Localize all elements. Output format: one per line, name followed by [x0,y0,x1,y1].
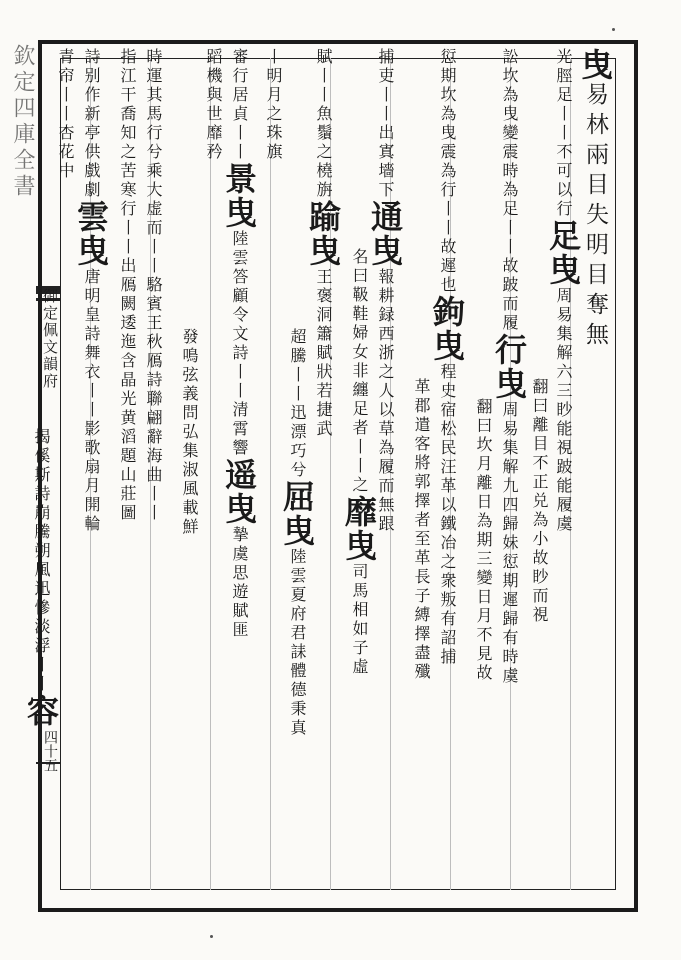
text-column-17: 指江干喬知之苦寒行丨丨出鴈闕逶迤含晶光黄滔題山莊圖 [118,48,137,523]
margin-book-title: 御定佩文韻府 [41,288,59,390]
text-column-12: 丨明月之珠旗 [264,48,283,162]
text-column-15: 發鳴弦義問弘集淑風載鮮 [180,328,199,537]
text-column-14: 蹈機與世靡矜 [204,48,223,162]
text-column-16: 時運其馬行兮乘大虚而丨丨駱賓王秋鴈詩聯翩辭海曲丨丨 [144,48,163,523]
text-column-20: 揭傒斯詩崩騰朔風迅慘淡浮丨丨容 [22,428,60,728]
ink-speck [210,935,213,938]
text-column-13: 審行居貞丨丨景曳陸雲答顧令文詩丨丨清霄響遥曳摯虞思遊賦匪 [220,48,258,640]
text-column-1: 曳易林兩目失明目奪無 [576,48,614,352]
text-column-4: 訟坎為曳變震時為足丨丨故跛而履行曳周易集解九四歸妹愆期遲歸有時虞 [490,48,528,686]
text-column-18: 詩别作新亭供戲劇雲曳唐明皇詩舞衣丨丨影歌扇月開輪 [72,48,110,534]
text-column-10: 賦丨丨魚鬚之橈旃踰曳王褒洞簫賦狀若捷武 [304,48,342,439]
text-column-3: 翻曰離目不正兑為小故眇而視 [530,378,549,625]
text-column-2: 光脛足丨丨不可以行足曳周易集解六三眇能視跛能履虞 [544,48,582,534]
text-column-9: 名曰靸鞋婦女非纏足者丨丨之靡曳司馬相如子虛 [340,248,378,677]
ink-speck [612,28,615,31]
text-column-7: 革郡遣客將郭擇者至革長子縛擇盡殲 [412,378,431,682]
text-column-11: 超騰丨丨迅漂巧兮屈曳陸雲夏府君誄體德秉真 [278,328,316,738]
text-column-8: 捕吏丨丨出寘墻下通曳報耕録西浙之人以草為履而無跟 [366,48,404,534]
text-column-19: 青帘丨丨杏花中 [56,48,75,181]
text-column-6: 愆期坎為曳震為行丨丨故遲也鉤曳程史宿松民汪革以鐵冶之衆叛有詔捕 [428,48,466,667]
margin-page-number: 四十五 [42,730,58,772]
margin-library-title: 欽定四庫全書 [10,44,35,200]
text-column-5: 翻曰坎月離日為期三變日月不見故 [474,398,493,683]
